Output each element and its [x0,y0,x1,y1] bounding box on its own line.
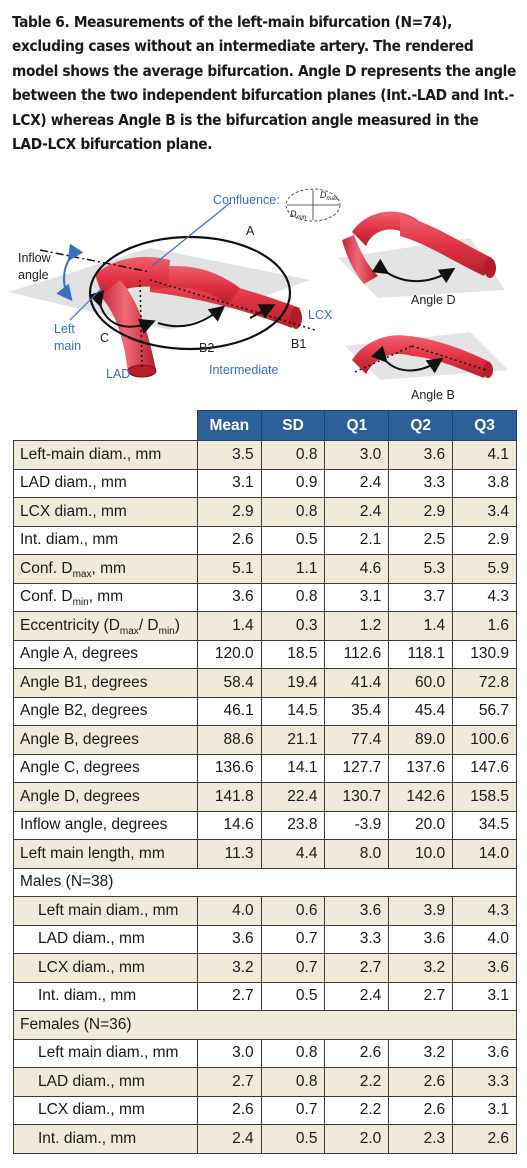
table-cell-sd: 0.5 [261,526,325,555]
table-cell-q2: 60.0 [389,669,453,698]
table-cell-mean: 2.7 [197,1068,261,1097]
angle-b-model [345,332,508,380]
row-label-part: max [119,625,139,637]
table-row [14,840,517,869]
row-label-part: max [72,568,92,580]
table-cell-q2: 142.6 [389,783,453,812]
row-label: Left-main diam., mm [14,441,198,470]
table-row [14,669,517,698]
row-label: Left main length, mm [14,840,198,869]
table-cell-q1: 4.6 [325,555,389,584]
table-cell-mean: 3.5 [197,441,261,470]
table-cell-q2: 10.0 [389,840,453,869]
table-cell-sd: 0.8 [261,1039,325,1068]
table-cell-sd: 0.5 [261,982,325,1011]
table-cell-mean: 136.6 [197,754,261,783]
table-cell-sd: 22.4 [261,783,325,812]
angle-d-model [338,211,505,298]
table-cell-mean: 1.4 [197,612,261,641]
table-cell-q1: 1.2 [325,612,389,641]
table-cell-q2: 3.2 [389,1039,453,1068]
table-cell-q1: 2.1 [325,526,389,555]
table-cell-q3: 130.9 [453,640,517,669]
table-cell-sd: 14.1 [261,754,325,783]
table-cell-q3: 2.6 [453,1125,517,1154]
angle-d-end-right [484,258,496,278]
table-row [14,640,517,669]
left-main-label-1: Left [54,322,75,336]
table-cell-mean: 2.9 [197,498,261,527]
table-row [14,1125,517,1154]
table-row [14,1096,517,1125]
table-cell-q3: 4.3 [453,583,517,612]
table-cell-sd: 0.7 [261,1096,325,1125]
table-cell-mean: 2.7 [197,982,261,1011]
row-label: Left main diam., mm [14,1039,198,1068]
table-cell-mean: 58.4 [197,669,261,698]
table-cell-q3: 3.3 [453,1068,517,1097]
table-cell-q1: 41.4 [325,669,389,698]
table-cell-mean: 2.4 [197,1125,261,1154]
table-row [14,726,517,755]
lcx-label: LCX [308,308,333,322]
header-label [14,411,198,441]
table-cell-q3: 4.1 [453,441,517,470]
dmin-label: $D_{min}$ [290,209,307,221]
table-cell-q1: 35.4 [325,697,389,726]
angle-b1-label: B1 [291,337,307,351]
table-cell-q1: 112.6 [325,640,389,669]
table-cell-mean: 14.6 [197,811,261,840]
table-cell-q1: 2.2 [325,1068,389,1097]
table-cell-q1: 2.2 [325,1096,389,1125]
table-cell-mean: 3.2 [197,954,261,983]
inflow-angle-label-1: Inflow [18,251,51,265]
intermediate-label: Intermediate [209,363,279,377]
header-q3: Q3 [453,411,517,441]
table-cell-q2: 5.3 [389,555,453,584]
table-cell-q1: 127.7 [325,754,389,783]
row-label: Angle B2, degrees [14,697,198,726]
table-cell-q3: 4.3 [453,897,517,926]
table-cell-q1: 8.0 [325,840,389,869]
dmax-label: $D_{max}$ [320,190,338,202]
table-cell-q2: 2.9 [389,498,453,527]
angle-b-label: Angle B [411,388,455,402]
table-cell-q2: 20.0 [389,811,453,840]
table-cell-sd: 19.4 [261,669,325,698]
table-caption: Table 6. Measurements of the left-main bifurcation (N=74), excluding cases without an intermediate artery. The rendered model shows the average bifurcation. Angle D represents the angle between the two independent bifurcation planes (Int.-LAD and Int.-LCX) whereas Angle B is the bifurcation angle measured in the LAD-LCX bifurcation plane. [12,13,517,154]
table-cell-q3: 3.8 [453,469,517,498]
bifurcation-model-svg [0,180,527,410]
table-row [14,697,517,726]
angle-d-label: Angle D [411,293,456,307]
table-row [14,954,517,983]
angle-b2-label: B2 [199,341,215,355]
table-cell-sd: 21.1 [261,726,325,755]
table-cell-q1: 2.6 [325,1039,389,1068]
table-cell-sd: 0.8 [261,1068,325,1097]
lad-label: LAD [106,367,131,381]
table-cell-sd: 0.6 [261,897,325,926]
confluence-label: Confluence: [213,193,280,207]
table-cell-mean: 11.3 [197,840,261,869]
table-cell-q2: 2.3 [389,1125,453,1154]
row-label-part: min [72,597,89,609]
table-cell-q2: 3.3 [389,469,453,498]
table-cell-q3: 2.9 [453,526,517,555]
table-row [14,754,517,783]
table-row [14,441,517,470]
table-cell-q1: 2.4 [325,982,389,1011]
row-label-part: Eccentricity (D [20,616,120,634]
table-cell-sd: 0.8 [261,441,325,470]
row-label: LCX diam., mm [14,1096,198,1125]
row-label [14,612,198,641]
row-label: Left main diam., mm [14,897,198,926]
table-cell-q2: 2.6 [389,1096,453,1125]
table-cell-q1: 2.0 [325,1125,389,1154]
table-row [14,783,517,812]
table-row [14,1039,517,1068]
table-header-row [14,411,517,441]
table-cell-mean: 88.6 [197,726,261,755]
table-cell-q3: 5.9 [453,555,517,584]
table-row [14,498,517,527]
table-cell-sd: 14.5 [261,697,325,726]
table-cell-q1: 3.3 [325,925,389,954]
section-row [14,1011,517,1040]
table-cell-sd: 0.7 [261,954,325,983]
table-cell-q2: 137.6 [389,754,453,783]
table-cell-sd: 18.5 [261,640,325,669]
row-label: Angle C, degrees [14,754,198,783]
table-cell-q3: 56.7 [453,697,517,726]
left-main-label-2: main [54,339,82,353]
row-label: Angle B, degrees [14,726,198,755]
table-cell-mean: 2.6 [197,526,261,555]
row-label [14,555,198,584]
table-cell-sd: 1.1 [261,555,325,584]
table-cell-q2: 3.2 [389,954,453,983]
table-row [14,555,517,584]
table-cell-q2: 89.0 [389,726,453,755]
table-cell-sd: 0.3 [261,612,325,641]
table-cell-sd: 0.8 [261,583,325,612]
table-row [14,469,517,498]
table-cell-q2: 2.5 [389,526,453,555]
table-cell-q2: 3.9 [389,897,453,926]
table-cell-q3: 72.8 [453,669,517,698]
table-cell-q1: 130.7 [325,783,389,812]
table-cell-q2: 3.6 [389,441,453,470]
table-cell-sd: 23.8 [261,811,325,840]
table-cell-q1: 3.0 [325,441,389,470]
table-cell-q3: 3.1 [453,1096,517,1125]
table-cell-q1: 2.4 [325,498,389,527]
table-cell-mean: 141.8 [197,783,261,812]
row-label-part: Conf. D [20,588,73,606]
table-cell-mean: 3.1 [197,469,261,498]
table-cell-mean: 3.6 [197,583,261,612]
section-row [14,868,517,897]
inflow-angle-label-2: angle [18,268,49,282]
table-cell-q1: -3.9 [325,811,389,840]
header-mean: Mean [197,411,261,441]
row-label-part: Conf. D [20,559,73,577]
table-cell-mean: 3.0 [197,1039,261,1068]
header-q2: Q2 [389,411,453,441]
row-label: Int. diam., mm [14,526,198,555]
row-label: Inflow angle, degrees [14,811,198,840]
table-cell-sd: 0.8 [261,498,325,527]
row-label: Angle D, degrees [14,783,198,812]
table-row [14,811,517,840]
table-row [14,897,517,926]
table-cell-mean: 46.1 [197,697,261,726]
row-label-part: , mm [91,559,126,577]
section-header: Females (N=36) [14,1011,517,1040]
table-cell-q1: 2.4 [325,469,389,498]
table-cell-mean: 2.6 [197,1096,261,1125]
angle-a-label: A [246,224,255,238]
table-cell-q3: 34.5 [453,811,517,840]
table-cell-q2: 3.6 [389,925,453,954]
row-label: Angle B1, degrees [14,669,198,698]
table-cell-sd: 0.9 [261,469,325,498]
table-cell-q1: 3.1 [325,583,389,612]
bifurcation-figure [0,180,527,410]
table-cell-q1: 3.6 [325,897,389,926]
table-cell-q3: 14.0 [453,840,517,869]
table-cell-q2: 2.6 [389,1068,453,1097]
header-sd: SD [261,411,325,441]
table-cell-mean: 5.1 [197,555,261,584]
table-cell-sd: 0.7 [261,925,325,954]
table-cell-q3: 3.4 [453,498,517,527]
section-header: Males (N=38) [14,868,517,897]
table-cell-q3: 3.6 [453,1039,517,1068]
header-q1: Q1 [325,411,389,441]
table-row [14,526,517,555]
table-cell-q2: 45.4 [389,697,453,726]
table-cell-q3: 158.5 [453,783,517,812]
table-cell-q2: 3.7 [389,583,453,612]
row-label-part: min [158,625,175,637]
table-cell-q3: 3.1 [453,982,517,1011]
table-cell-q3: 147.6 [453,754,517,783]
table-cell-q3: 100.6 [453,726,517,755]
table-cell-mean: 3.6 [197,925,261,954]
row-label: LAD diam., mm [14,1068,198,1097]
row-label: LCX diam., mm [14,954,198,983]
row-label-part: ) [174,616,180,634]
table-cell-sd: 0.5 [261,1125,325,1154]
table-row [14,982,517,1011]
table-cell-sd: 4.4 [261,840,325,869]
table-cell-q3: 1.6 [453,612,517,641]
table-row [14,1068,517,1097]
row-label: LCX diam., mm [14,498,198,527]
table-cell-q3: 3.6 [453,954,517,983]
row-label: Angle A, degrees [14,640,198,669]
table-cell-mean: 120.0 [197,640,261,669]
row-label-part: / D [138,616,159,634]
table-cell-q2: 1.4 [389,612,453,641]
row-label-part: , mm [88,588,124,606]
row-label: LAD diam., mm [14,469,198,498]
angle-c-label: C [100,331,110,345]
table-row [14,583,517,612]
table-cell-q3: 4.0 [453,925,517,954]
table-cell-q1: 2.7 [325,954,389,983]
row-label: LAD diam., mm [14,925,198,954]
table-cell-q1: 77.4 [325,726,389,755]
table-cell-q2: 2.7 [389,982,453,1011]
table-row [14,612,517,641]
row-label [14,583,198,612]
table-cell-q2: 118.1 [389,640,453,669]
table-row [14,925,517,954]
table-cell-mean: 4.0 [197,897,261,926]
row-label: Int. diam., mm [14,982,198,1011]
row-label: Int. diam., mm [14,1125,198,1154]
measurements-table [13,410,517,1154]
